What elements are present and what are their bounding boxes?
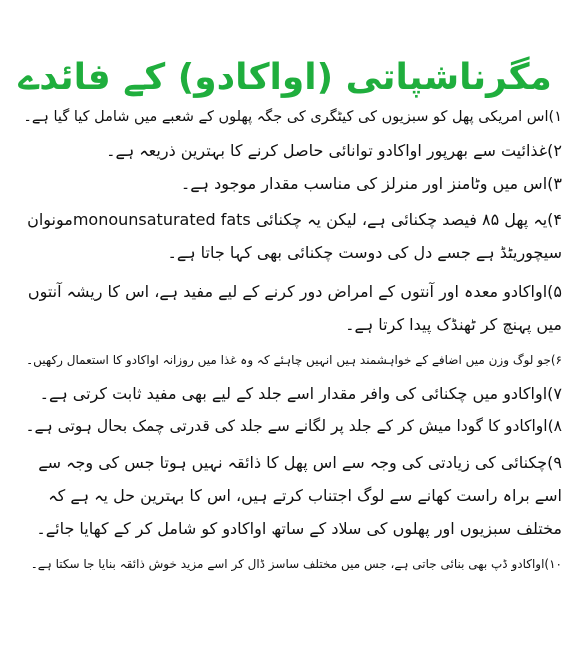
list-item — [10, 413, 562, 440]
list-item — [10, 104, 562, 131]
benefits-list — [10, 104, 562, 578]
item-number: ۵) — [547, 282, 562, 301]
item-text: یہ پھل ۸۵ فیصد چکنائی ہے، لیکن یہ چکنائی — [255, 210, 548, 229]
item-number: ۸) — [547, 417, 562, 435]
item-text: جو لوگ وزن میں اضافے کے خواہشمند ہیں انہیں چاہئے کہ وہ غذا میں روزانہ اواکادو کا استعمال رکھیں۔ — [26, 353, 551, 367]
item-text: اس میں وٹامنز اور منرلز کی مناسب مقدار موجود ہے۔ — [180, 174, 548, 193]
item-number: ۹) — [547, 453, 562, 472]
item-text: اواکادو کا گودا میش کر کے جلد پر لگانے سے جلد کی قدرتی چمک بحال ہوتی ہے۔ — [25, 417, 548, 435]
item-text: اواکادو معدہ اور آنتوں کے امراض دور کرنے کے لیے مفید ہے، اس کا ریشہ آنتوں میں پہنچ کر ٹھنڈک پیدا کرتا ہے۔ — [27, 282, 562, 334]
item-text: اواکادو میں چکنائی کی وافر مقدار اسے جلد کے لیے بھی مفید ثابت کرتی ہے۔ — [39, 384, 548, 403]
list-item — [10, 137, 562, 164]
list-item — [10, 551, 562, 578]
item-number: ۷) — [547, 384, 562, 403]
item-text: غذائیت سے بھرپور اواکادو توانائی حاصل کرنے کا بہترین ذریعہ ہے۔ — [106, 141, 548, 160]
list-item — [10, 380, 562, 407]
item-text: چکنائی کی زیادتی کی وجہ سے اس پھل کا ذائقہ نہیں ہوتا جس کی وجہ سے اسے براہ راست کھانے سے لوگ اجتناب کرتے ہیں، اس کا بہترین حل یہ ہے کہ مختلف سبزیوں اور پھلوں کی سلاد کے ساتھ اواکادو کو شامل کر کے کھایا جائے۔ — [36, 453, 562, 538]
list-item — [10, 203, 562, 269]
item-number: ۶) — [550, 353, 562, 367]
list-item — [10, 446, 562, 545]
item-number: ۴) — [547, 210, 562, 229]
item-number: ۳) — [547, 174, 562, 193]
list-item — [10, 275, 562, 341]
item-number: ۱) — [548, 109, 562, 125]
item-text-english: monounsaturated fats — [72, 210, 251, 229]
item-text: اس امریکی پھل کو سبزیوں کی کیٹگری کی جگہ پھلوں کے شعبے میں شامل کیا گیا ہے۔ — [23, 109, 549, 125]
item-number: ۲) — [547, 141, 562, 160]
page-title: مگرناشپاتی (اواکادو) کے فائدے — [18, 57, 552, 99]
item-number: ۱۰) — [544, 557, 562, 571]
list-item — [10, 347, 562, 374]
item-text: اواکادو ڈپ بھی بنائی جاتی ہے، جس میں مختلف ساسز ڈال کر اسے مزید خوش ذائقہ بنایا جا سکتا ہے۔ — [30, 557, 545, 571]
item-text: مونوان سیچوریٹڈ ہے جسے دل کی دوست چکنائی بھی کہا جاتا ہے۔ — [27, 210, 562, 262]
list-item — [10, 170, 562, 197]
